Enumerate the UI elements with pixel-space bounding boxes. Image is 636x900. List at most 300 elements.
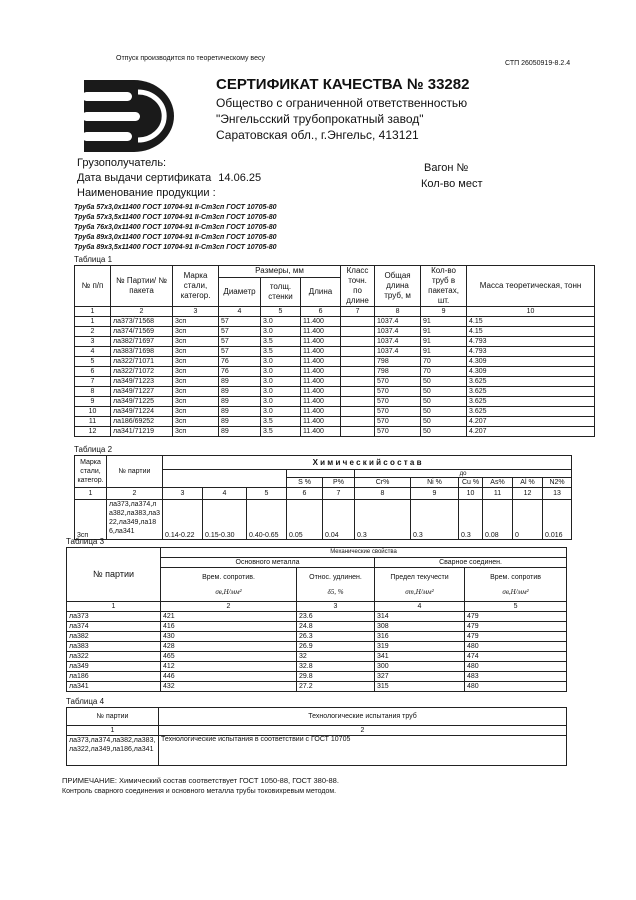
- table-cell: 11.400: [301, 407, 341, 417]
- table-cell: ла186/69252: [111, 417, 173, 427]
- table-cell: 3.625: [467, 387, 595, 397]
- table-cell: [341, 397, 375, 407]
- table-cell: 428: [161, 642, 297, 652]
- element-header: As%: [483, 478, 513, 488]
- t2-value: 0: [513, 500, 543, 540]
- col-number: 2: [111, 307, 173, 317]
- col-number: 4: [203, 488, 247, 500]
- table-row: [67, 662, 567, 672]
- table-cell: 4.15: [467, 327, 595, 337]
- table-row: [75, 387, 595, 397]
- col-number: 2: [107, 488, 163, 500]
- table-row: [67, 652, 567, 662]
- table-cell: 76: [219, 357, 261, 367]
- table-row: [67, 632, 567, 642]
- table-cell: 4.309: [467, 357, 595, 367]
- t3-col-numbers: [67, 602, 567, 612]
- t3-elongation-unit: δ5, %: [327, 587, 344, 596]
- table-cell: ла382/71697: [111, 337, 173, 347]
- table-cell: 798: [375, 357, 421, 367]
- col-number: 7: [323, 488, 355, 500]
- company-line3: Саратовская обл., г.Энгельс, 413121: [216, 128, 419, 142]
- table-cell: ла373/71568: [111, 317, 173, 327]
- table1: [74, 265, 595, 437]
- element-header: Ni %: [411, 478, 459, 488]
- table-cell: 432: [161, 682, 297, 692]
- table-cell: 3сп: [173, 407, 219, 417]
- table-cell: 3.0: [261, 407, 301, 417]
- table-cell: 4.793: [467, 347, 595, 357]
- table-cell: 7: [75, 377, 111, 387]
- table-row: [75, 377, 595, 387]
- table-cell: 5: [75, 357, 111, 367]
- table-cell: 327: [375, 672, 465, 682]
- table-cell: 91: [421, 337, 467, 347]
- col-number: 1: [67, 726, 159, 736]
- table-cell: 570: [375, 427, 421, 437]
- table-cell: 26.9: [297, 642, 375, 652]
- col-number: 3: [297, 602, 375, 612]
- table-cell: 50: [421, 397, 467, 407]
- t2-batches: ла373,ла374,ла382,ла383,ла322,ла349,ла186,ла341: [107, 500, 163, 540]
- t2-data-row: [75, 500, 572, 540]
- table-cell: 11.400: [301, 397, 341, 407]
- table-row: [75, 407, 595, 417]
- table-row: [75, 357, 595, 367]
- table-cell: 11.400: [301, 337, 341, 347]
- table-cell: 479: [465, 622, 567, 632]
- table-cell: 2: [75, 327, 111, 337]
- table-row: [75, 397, 595, 407]
- table-cell: ла341: [67, 682, 161, 692]
- table-row: [67, 642, 567, 652]
- t2-value: 0.3: [411, 500, 459, 540]
- table-cell: 89: [219, 427, 261, 437]
- table-cell: 300: [375, 662, 465, 672]
- table-cell: [341, 337, 375, 347]
- t2-value: 0.3: [355, 500, 411, 540]
- t2-header-batch: № партии: [107, 456, 163, 488]
- issue-date-label: Дата выдачи сертификата: [77, 172, 212, 184]
- col-number: 9: [421, 307, 467, 317]
- table-cell: 12: [75, 427, 111, 437]
- table-cell: 11: [75, 417, 111, 427]
- col-number: 7: [341, 307, 375, 317]
- table-cell: [341, 317, 375, 327]
- issue-date: [77, 172, 261, 184]
- table-cell: 570: [375, 387, 421, 397]
- t3-header-weld-tensile: [465, 568, 567, 602]
- table-cell: 27.2: [297, 682, 375, 692]
- table-cell: 3сп: [173, 397, 219, 407]
- top-note: Отпуск производится по теоретическому весу: [116, 55, 265, 62]
- consignee-label: Грузополучатель:: [77, 157, 167, 169]
- t1-header-accuracy: Класс точн. по длине: [341, 266, 375, 307]
- t1-header-diameter: Диаметр: [219, 277, 261, 306]
- col-number: 10: [459, 488, 483, 500]
- table-cell: [341, 407, 375, 417]
- table-cell: 483: [465, 672, 567, 682]
- table-cell: 11.400: [301, 387, 341, 397]
- t3-header-tensile: [161, 568, 297, 602]
- issue-date-value: 14.06.25: [218, 172, 262, 184]
- company-logo: [78, 74, 184, 156]
- table-cell: ла383: [67, 642, 161, 652]
- element-header: P%: [323, 478, 355, 488]
- table-cell: 474: [465, 652, 567, 662]
- t3-header-elongation: [297, 568, 375, 602]
- col-number: 5: [465, 602, 567, 612]
- t3-elongation-label: Относ. удлинен.: [309, 573, 362, 581]
- t2-header-chem: Х и м и ч е с к и й с о с т а в: [163, 456, 572, 470]
- t4-data-row: [67, 736, 567, 766]
- col-number: 1: [75, 307, 111, 317]
- table-cell: ла349: [67, 662, 161, 672]
- table-cell: 89: [219, 377, 261, 387]
- table-cell: 70: [421, 367, 467, 377]
- t4-header-batch: № партии: [67, 708, 159, 726]
- col-number: 1: [75, 488, 107, 500]
- table-cell: 57: [219, 327, 261, 337]
- table-cell: 446: [161, 672, 297, 682]
- col-number: 4: [375, 602, 465, 612]
- table-row: [75, 347, 595, 357]
- table-cell: 3.0: [261, 367, 301, 377]
- element-header: S %: [287, 478, 323, 488]
- element-header: Cr%: [355, 478, 411, 488]
- table-cell: 3.0: [261, 327, 301, 337]
- table-cell: 3сп: [173, 367, 219, 377]
- table-cell: 11.400: [301, 327, 341, 337]
- table-cell: 570: [375, 407, 421, 417]
- table-cell: 50: [421, 427, 467, 437]
- table-cell: ла373: [67, 612, 161, 622]
- col-number: 8: [375, 307, 421, 317]
- table-cell: 479: [465, 612, 567, 622]
- table4-label: Таблица 4: [66, 697, 105, 706]
- element-header: N2%: [543, 478, 572, 488]
- col-number: 1: [67, 602, 161, 612]
- t1-col-numbers: [75, 307, 595, 317]
- table-cell: 480: [465, 662, 567, 672]
- table-cell: 11.400: [301, 417, 341, 427]
- table-cell: 319: [375, 642, 465, 652]
- table-cell: 4.309: [467, 367, 595, 377]
- product-item: Труба 89х3,5х11400 ГОСТ 10704-91 II-Ст3сп ГОСТ 10705-80: [74, 244, 277, 251]
- table-cell: 3.5: [261, 417, 301, 427]
- table-cell: ла349/71223: [111, 377, 173, 387]
- table-cell: 11.400: [301, 427, 341, 437]
- t3-tensile-label: Врем. сопротив.: [202, 573, 255, 581]
- t1-header-grade: Марка стали, категор.: [173, 266, 219, 307]
- table-cell: 10: [75, 407, 111, 417]
- table-cell: 57: [219, 317, 261, 327]
- element-header: Cu %: [459, 478, 483, 488]
- table-cell: 57: [219, 347, 261, 357]
- table-cell: 315: [375, 682, 465, 692]
- table-cell: 570: [375, 397, 421, 407]
- table-row: [75, 367, 595, 377]
- places-label: Кол-во мест: [421, 178, 483, 190]
- table-cell: 3сп: [173, 417, 219, 427]
- table-cell: 4.793: [467, 337, 595, 347]
- table-cell: 11.400: [301, 367, 341, 377]
- table3-label: Таблица 3: [66, 537, 105, 546]
- table-row: [75, 427, 595, 437]
- element-header: Al %: [513, 478, 543, 488]
- table-cell: 4.207: [467, 417, 595, 427]
- t3-weld-tensile-label: Врем. сопротив: [490, 573, 541, 581]
- col-number: 5: [261, 307, 301, 317]
- table-cell: 3сп: [173, 357, 219, 367]
- table-row: [75, 337, 595, 347]
- t3-tensile-unit: σв,Н/мм²: [215, 587, 242, 596]
- table-cell: 11.400: [301, 377, 341, 387]
- table-cell: 11.400: [301, 357, 341, 367]
- table-cell: [341, 427, 375, 437]
- table-cell: 50: [421, 377, 467, 387]
- table-cell: 570: [375, 417, 421, 427]
- col-number: 5: [247, 488, 287, 500]
- table-cell: 91: [421, 327, 467, 337]
- table-cell: 465: [161, 652, 297, 662]
- t1-header-mass: Масса теоретическая, тонн: [467, 266, 595, 307]
- table-cell: ла382: [67, 632, 161, 642]
- col-number: 11: [483, 488, 513, 500]
- table-cell: 91: [421, 317, 467, 327]
- table-cell: 3.0: [261, 357, 301, 367]
- table-cell: 3: [75, 337, 111, 347]
- table-row: [67, 622, 567, 632]
- t1-header-count: Кол-во труб в пакетах, шт.: [421, 266, 467, 307]
- table-cell: 89: [219, 407, 261, 417]
- table-cell: 50: [421, 387, 467, 397]
- table-cell: 11.400: [301, 347, 341, 357]
- table-cell: 1: [75, 317, 111, 327]
- t4-col-numbers: [67, 726, 567, 736]
- table-cell: 3.625: [467, 377, 595, 387]
- col-number: 2: [159, 726, 567, 736]
- t3-header-batch: № партии: [67, 548, 161, 602]
- t2-header-grade: Марка стали, категор.: [75, 456, 107, 488]
- t2-value: 0.04: [323, 500, 355, 540]
- table-cell: 3.5: [261, 337, 301, 347]
- table3: [66, 547, 567, 692]
- table-cell: ла374/71569: [111, 327, 173, 337]
- t1-header-total-length: Общая длина труб, м: [375, 266, 421, 307]
- col-number: 13: [543, 488, 572, 500]
- table-cell: 76: [219, 367, 261, 377]
- t4-result: Технологические испытания в соответствии с ГОСТ 10705: [159, 736, 567, 766]
- table-cell: 416: [161, 622, 297, 632]
- t1-header-thickness: толщ. стенки: [261, 277, 301, 306]
- t2-col-numbers: [75, 488, 572, 500]
- product-name-label: Наименование продукции :: [77, 187, 216, 199]
- t2-value: 0.016: [543, 500, 572, 540]
- product-list: [74, 203, 276, 253]
- table-cell: 479: [465, 632, 567, 642]
- t1-header-num: № п/п: [75, 266, 111, 307]
- t1-header-length: Длина: [301, 277, 341, 306]
- table-cell: 70: [421, 357, 467, 367]
- table-cell: 570: [375, 377, 421, 387]
- table-cell: 480: [465, 642, 567, 652]
- table1-label: Таблица 1: [74, 255, 113, 264]
- table-cell: [341, 387, 375, 397]
- table-cell: 3сп: [173, 427, 219, 437]
- table4: [66, 707, 567, 766]
- table-cell: 3.0: [261, 387, 301, 397]
- col-number: 6: [287, 488, 323, 500]
- table-cell: [341, 357, 375, 367]
- table-row: [67, 682, 567, 692]
- col-number: 3: [163, 488, 203, 500]
- t2-value: 0.15-0.30: [203, 500, 247, 540]
- t4-header-tests: Технологические испытания труб: [159, 708, 567, 726]
- table-cell: 50: [421, 407, 467, 417]
- table-cell: 26.3: [297, 632, 375, 642]
- col-number: 12: [513, 488, 543, 500]
- table-cell: 6: [75, 367, 111, 377]
- table-cell: 3.625: [467, 407, 595, 417]
- table-cell: 29.8: [297, 672, 375, 682]
- certificate-title: СЕРТИФИКАТ КАЧЕСТВА № 33282: [216, 76, 470, 93]
- table-cell: ла322/71071: [111, 357, 173, 367]
- table-cell: 3сп: [173, 337, 219, 347]
- table-cell: 89: [219, 417, 261, 427]
- t4-batches: ла373,ла374,ла382,ла383,ла322,ла349,ла186,ла341: [67, 736, 159, 766]
- standard-code: СТП 26050919-8.2.4: [505, 60, 571, 67]
- table-cell: 3.5: [261, 347, 301, 357]
- table-cell: 50: [421, 417, 467, 427]
- table-cell: ла322/71072: [111, 367, 173, 377]
- table-row: [75, 317, 595, 327]
- company-line1: Общество с ограниченной ответственностью: [216, 96, 468, 110]
- table-cell: 3.0: [261, 377, 301, 387]
- table-cell: 3.625: [467, 397, 595, 407]
- table-cell: 9: [75, 397, 111, 407]
- table-cell: [341, 417, 375, 427]
- col-number: 9: [411, 488, 459, 500]
- table-row: [67, 672, 567, 682]
- product-item: Труба 76х3,0х11400 ГОСТ 10704-91 II-Ст3сп ГОСТ 10705-80: [74, 224, 277, 231]
- table-cell: ла322: [67, 652, 161, 662]
- table-cell: 11.400: [301, 317, 341, 327]
- table-cell: 3сп: [173, 317, 219, 327]
- table-cell: ла341/71219: [111, 427, 173, 437]
- col-number: 2: [161, 602, 297, 612]
- company-line2: "Энгельсский трубопрокатный завод": [216, 112, 424, 126]
- table-cell: 91: [421, 347, 467, 357]
- table-cell: ла349/71225: [111, 397, 173, 407]
- table-cell: 89: [219, 397, 261, 407]
- table-cell: 4.207: [467, 427, 595, 437]
- t3-weld-tensile-unit: σв,Н/мм²: [502, 587, 529, 596]
- t2-upto: до: [355, 470, 572, 478]
- t3-header-mech: Механические свойства: [161, 548, 567, 558]
- table-cell: 23.6: [297, 612, 375, 622]
- table-cell: 57: [219, 337, 261, 347]
- table-cell: ла349/71227: [111, 387, 173, 397]
- table-cell: 24.8: [297, 622, 375, 632]
- table-cell: 421: [161, 612, 297, 622]
- table-cell: [341, 377, 375, 387]
- table-cell: 1037.4: [375, 317, 421, 327]
- col-number: 6: [301, 307, 341, 317]
- t2-value: 0.40-0.65: [247, 500, 287, 540]
- t2-grade: 3сп: [75, 500, 107, 540]
- table-cell: 314: [375, 612, 465, 622]
- t2-value: 0.08: [483, 500, 513, 540]
- table-cell: 308: [375, 622, 465, 632]
- t2-value: 0.05: [287, 500, 323, 540]
- product-item: Труба 57х3,0х11400 ГОСТ 10704-91 II-Ст3сп ГОСТ 10705-80: [74, 204, 277, 211]
- table-cell: 89: [219, 387, 261, 397]
- table2-label: Таблица 2: [74, 445, 113, 454]
- table-cell: 1037.4: [375, 347, 421, 357]
- table-row: [67, 612, 567, 622]
- t2-value: 0.3: [459, 500, 483, 540]
- t2-value: 0.14-0.22: [163, 500, 203, 540]
- table-cell: 4.15: [467, 317, 595, 327]
- t3-yield-label: Предел текучести: [390, 573, 449, 581]
- table-cell: 3сп: [173, 377, 219, 387]
- table-cell: [341, 347, 375, 357]
- table-cell: 32: [297, 652, 375, 662]
- table-cell: 3.0: [261, 397, 301, 407]
- col-number: 3: [173, 307, 219, 317]
- wagon-label: Вагон №: [424, 162, 469, 174]
- table-cell: 316: [375, 632, 465, 642]
- col-number: 10: [467, 307, 595, 317]
- col-number: 4: [219, 307, 261, 317]
- t1-header-sizes: Размеры, мм: [219, 266, 341, 278]
- table-cell: 3.0: [261, 317, 301, 327]
- table-cell: 3сп: [173, 347, 219, 357]
- note-line1: ПРИМЕЧАНИЕ: Химический состав соответствует ГОСТ 1050-88, ГОСТ 380-88.: [62, 776, 339, 785]
- table-cell: 798: [375, 367, 421, 377]
- t1-header-batch: № Партии/ № пакета: [111, 266, 173, 307]
- table-cell: 412: [161, 662, 297, 672]
- table-cell: 341: [375, 652, 465, 662]
- product-item: Труба 89х3,0х11400 ГОСТ 10704-91 II-Ст3сп ГОСТ 10705-80: [74, 234, 277, 241]
- table-cell: 8: [75, 387, 111, 397]
- t3-header-base: Основного металла: [161, 558, 375, 568]
- table-cell: 1037.4: [375, 337, 421, 347]
- table-cell: ла383/71698: [111, 347, 173, 357]
- table-cell: 3сп: [173, 387, 219, 397]
- table-cell: 430: [161, 632, 297, 642]
- table-cell: ла374: [67, 622, 161, 632]
- t3-yield-unit: σт,Н/мм²: [405, 587, 434, 596]
- t3-header-yield: [375, 568, 465, 602]
- product-item: Труба 57х3,5х11400 ГОСТ 10704-91 II-Ст3сп ГОСТ 10705-80: [74, 214, 277, 221]
- table2: [74, 455, 572, 540]
- table-row: [75, 417, 595, 427]
- table-cell: 3сп: [173, 327, 219, 337]
- col-number: 8: [355, 488, 411, 500]
- table-cell: [341, 327, 375, 337]
- note-line2: Контроль сварного соединения и основного металла трубы токовихревым методом.: [62, 788, 337, 795]
- table-cell: 1037.4: [375, 327, 421, 337]
- table-cell: 32.8: [297, 662, 375, 672]
- table-cell: 3.5: [261, 427, 301, 437]
- table-cell: [341, 367, 375, 377]
- table-cell: ла186: [67, 672, 161, 682]
- table-cell: ла349/71224: [111, 407, 173, 417]
- table-cell: 4: [75, 347, 111, 357]
- table-cell: 480: [465, 682, 567, 692]
